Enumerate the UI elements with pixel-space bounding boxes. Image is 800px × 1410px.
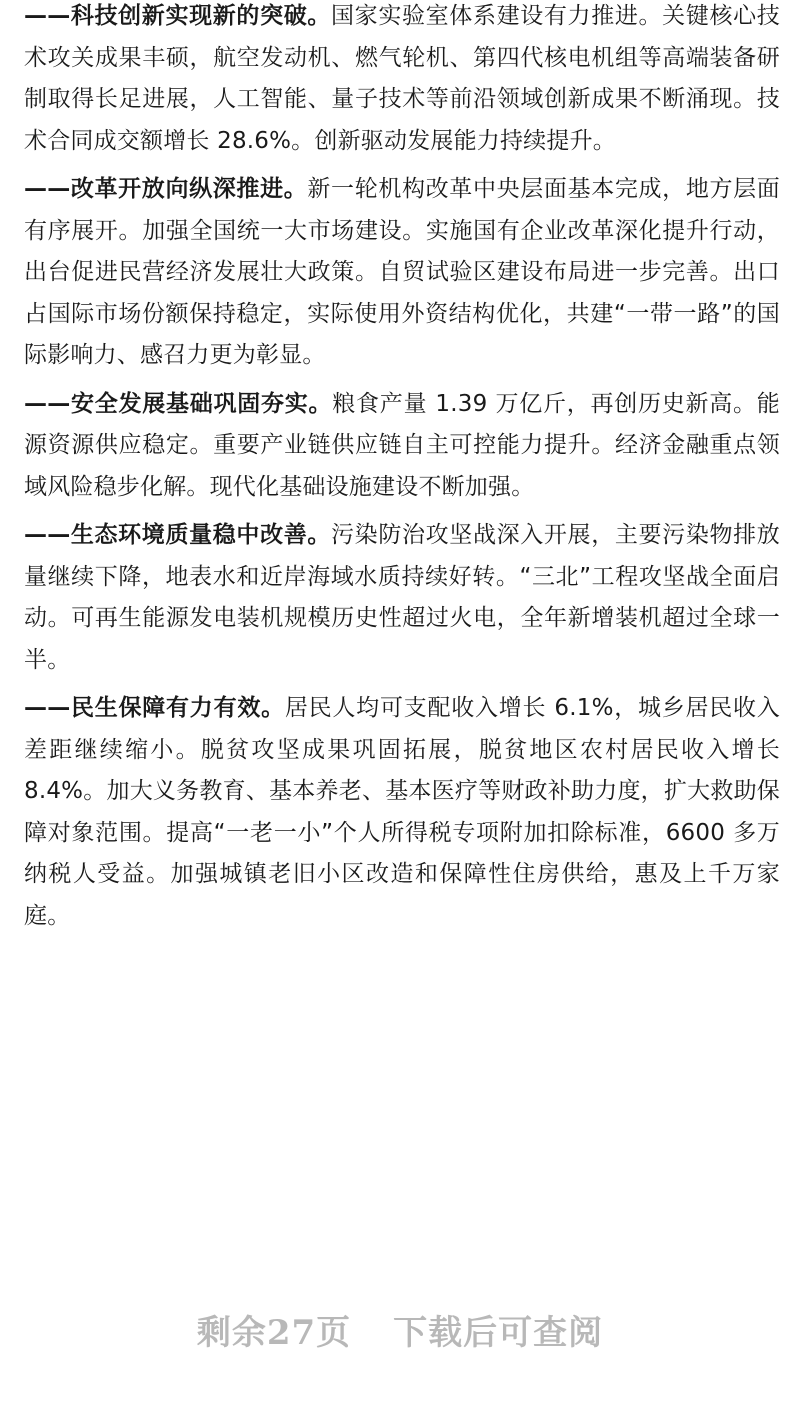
paragraph-lead: ——民生保障有力有效。 [24, 695, 285, 721]
paragraph-livelihood [24, 688, 780, 937]
paragraph-body: 粮食产量 1.39 万亿斤，再创历史新高。能源资源供应稳定。重要产业链供应链自主可控能力提升。经济金融重点领域风险稳步化解。现代化基础设施建设不断加强。 [24, 390, 781, 500]
paragraph-body: 国家实验室体系建设有力推进。关键核心技术攻关成果丰硕，航空发动机、燃气轮机、第四代核电机组等高端装备研制取得长足进展，人工智能、量子技术等前沿领域创新成果不断涌现。技术合同成交额增长 28.6%。创新驱动发展能力持续提升。 [24, 3, 780, 154]
download-prompt[interactable] [0, 1305, 800, 1354]
paragraph-tech-innovation [24, 0, 780, 162]
download-to-read-label: 下载后可查阅 [393, 1313, 604, 1353]
paragraph-reform-opening [24, 169, 780, 377]
paragraph-body: 新一轮机构改革中央层面基本完成，地方层面有序展开。加强全国统一大市场建设。实施国有企业改革深化提升行动，出台促进民营经济发展壮大政策。自贸试验区建设布局进一步完善。出口占国际市场份额保持稳定，实际使用外资结构优化，共建“一带一路”的国际影响力、感召力更为彰显。 [24, 176, 780, 368]
paragraph-body: 污染防治攻坚战深入开展，主要污染物排放量继续下降，地表水和近岸海域水质持续好转。“三北”工程攻坚战全面启动。可再生能源发电装机规模历史性超过火电，全年新增装机超过全球一半。 [24, 522, 780, 673]
paragraph-body: 居民人均可支配收入增长 6.1%，城乡居民收入差距继续缩小。脱贫攻坚成果巩固拓展，脱贫地区农村居民收入增长 8.4%。加大义务教育、基本养老、基本医疗等财政补助力度，扩大救助保障对象范围。提高“一老一小”个人所得税专项附加扣除标准，6600 多万纳税人受益。加强城镇老旧小区改造和保障性住房供给，惠及上千万家庭。 [24, 695, 780, 929]
paragraph-lead: ——改革开放向纵深推进。 [24, 176, 308, 202]
document-page [24, 0, 780, 944]
paragraph-lead: ——安全发展基础巩固夯实。 [24, 390, 333, 417]
paragraph-security-development [24, 384, 780, 509]
paragraph-ecology [24, 515, 780, 681]
paragraph-lead: ——科技创新实现新的突破。 [24, 3, 332, 29]
paragraph-lead: ——生态环境质量稳中改善。 [24, 522, 332, 548]
remaining-pages-label: 剩余27页 [196, 1313, 352, 1353]
